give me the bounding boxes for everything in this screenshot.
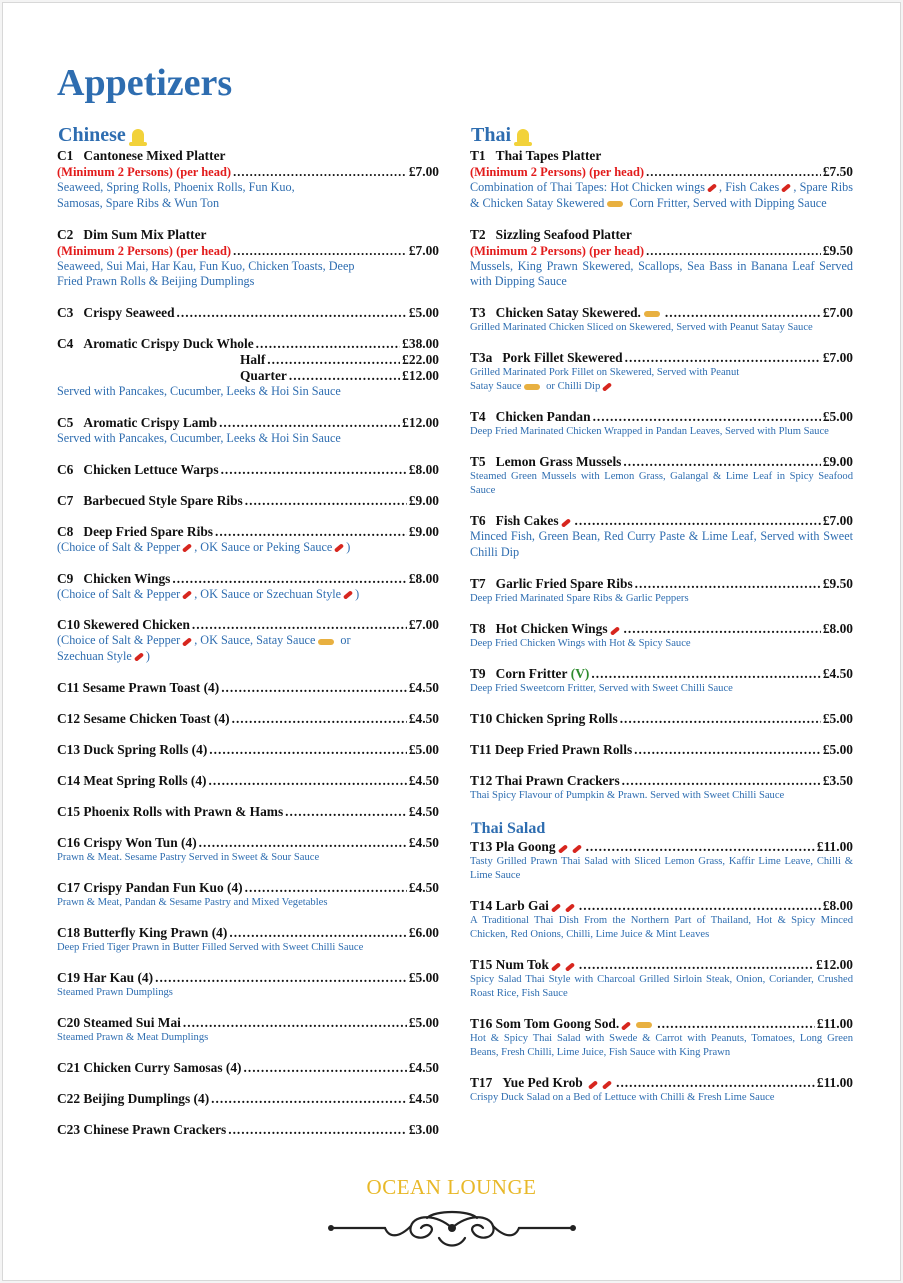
price: £7.00	[822, 350, 853, 366]
menu-item-t5: T5 Lemon Grass Mussels ..... £9.00 Steamed Green Mussels with Lemon Grass, Galangal & Lime Leaf in Spicy Seafood Sauce	[470, 454, 853, 498]
menu-item-c13: C13 Duck Spring Rolls (4) ..... £5.00	[57, 742, 439, 758]
item-description: Spicy Salad Thai Style with Charcoal Grilled Sirloin Steak, Onion, Coriander, Crushed Roast Rice, Fish Sauce	[470, 973, 853, 999]
price: £5.00	[408, 969, 439, 985]
menu-item-c4: C4 Aromatic Crispy Duck Whole ..... £38.00 Half ..... £22.00 Quarter ..... £12.00 Served with Pancakes, Cucumber, Leeks & Hoi Sin Sauce	[57, 336, 439, 400]
menu-item-t2: T2 Sizzling Seafood Platter (Minimum 2 Persons) (per head) ..... £9.50 Mussels, King Prawn Skewered, Scallops, Sea Bass in Banana Leaf Served with Dipping Sauce	[470, 227, 853, 291]
price: £7.00	[822, 513, 853, 529]
menu-item-c22: C22 Beijing Dumplings (4) ..... £4.50	[57, 1091, 439, 1107]
menu-item-t3: T3 Chicken Satay Skewered. ..... £7.00 Grilled Marinated Chicken Sliced on Skewered, Served with Peanut Satay Sauce	[470, 305, 853, 335]
menu-item-t13: T13 Pla Goong ..... £11.00 Tasty Grilled Prawn Thai Salad with Sliced Lemon Grass, Kaffir Lime Leave, Chilli & Lime Sauce	[470, 839, 853, 883]
price: £4.50	[408, 803, 439, 819]
price: £3.00	[408, 1121, 439, 1137]
chili-icon	[571, 844, 581, 853]
item-description: Crispy Duck Salad on a Bed of Lettuce with Chilli & Fresh Lime Sauce	[470, 1091, 775, 1103]
menu-item-c6: C6 Chicken Lettuce Warps ..... £8.00	[57, 462, 439, 478]
item-description: Tasty Grilled Prawn Thai Salad with Sliced Lemon Grass, Kaffir Lime Leave, Chilli & Lime Sauce	[470, 855, 853, 881]
item-description: Combination of Thai Tapes: Hot Chicken wings , Fish Cakes , Spare Ribs & Chicken Satay Skewered Corn Fritter, Served with Dipping Sauce	[470, 180, 853, 210]
menu-page	[2, 2, 901, 1281]
peanut-icon	[644, 311, 660, 317]
chili-icon	[551, 903, 561, 912]
price: £8.00	[822, 620, 853, 636]
menu-item-c14: C14 Meat Spring Rolls (4) ..... £4.50	[57, 773, 439, 789]
menu-item-c8: C8 Deep Fried Spare Ribs ..... £9.00 (Choice of Salt & Pepper , OK Sauce or Peking Sauce )	[57, 524, 439, 556]
menu-item-t6: T6 Fish Cakes ..... £7.00 Minced Fish, Green Bean, Red Curry Paste & Lime Leaf, Served with Sweet Chilli Dip	[470, 513, 853, 561]
menu-item-t9: T9 Corn Fritter (V) ..... £4.50 Deep Fried Sweetcorn Fritter, Served with Sweet Chilli Sauce	[470, 666, 853, 696]
item-description: Steamed Prawn & Meat Dumplings	[57, 1031, 209, 1043]
peanut-icon	[524, 384, 540, 390]
item-description: Deep Fried Marinated Spare Ribs & Garlic Peppers	[470, 592, 689, 604]
price: £7.00	[408, 242, 439, 258]
thai-heading: Thai	[471, 121, 853, 147]
item-description: Grilled Marinated Pork Fillet on Skewered, Served with Peanut Satay Sauce or Chilli Dip	[470, 367, 740, 393]
menu-item-c17: C17 Crispy Pandan Fun Kuo (4) ..... £4.50 Prawn & Meat, Pandan & Sesame Pastry and Mixed Vegetables	[57, 880, 439, 910]
price: £7.50	[822, 164, 853, 179]
chili-icon	[621, 1021, 631, 1030]
price: £4.50	[408, 834, 439, 850]
menu-item-c16: C16 Crispy Won Tun (4) ..... £4.50 Prawn & Meat. Sesame Pastry Served in Sweet & Sour Sauce	[57, 835, 439, 865]
price: £4.50	[408, 879, 439, 895]
price: £4.50	[408, 679, 439, 695]
menu-item-t16: T16 Som Tom Goong Sod. ..... £11.00 Hot & Spicy Thai Salad with Swede & Carrot with Peanuts, Tomatoes, Long Green Beans, Fresh Chilli, Lime Juice, Fish Sauce with King Prawn	[470, 1016, 853, 1060]
vegetarian-badge: (V)	[570, 665, 590, 681]
item-description: Served with Pancakes, Cucumber, Leeks & Hoi Sin Sauce	[57, 384, 341, 399]
chili-icon	[557, 844, 567, 853]
menu-item-c21: C21 Chicken Curry Samosas (4) ..... £4.50	[57, 1060, 439, 1076]
item-description: Deep Fried Tiger Prawn in Butter Filled Served with Sweet Chilli Sauce	[57, 941, 364, 953]
peanut-icon	[318, 639, 334, 645]
menu-item-c18: C18 Butterfly King Prawn (4) ..... £6.00 Deep Fried Tiger Prawn in Butter Filled Served with Sweet Chilli Sauce	[57, 925, 439, 955]
page-title: Appetizers	[57, 62, 233, 104]
item-description: Served with Pancakes, Cucumber, Leeks & Hoi Sin Sauce	[57, 430, 341, 445]
price: £8.00	[822, 897, 853, 913]
menu-item-t15: T15 Num Tok ..... £12.00 Spicy Salad Thai Style with Charcoal Grilled Sirloin Steak, Onion, Coriander, Crushed Roast Rice, Fish Sauce	[470, 957, 853, 1001]
item-description: (Choice of Salt & Pepper , OK Sauce or Szechuan Style )	[57, 586, 360, 601]
menu-item-c2: C2 Dim Sum Mix Platter (Minimum 2 Persons) (per head) ..... £7.00 Seaweed, Sui Mai, Har Kau, Fun Kuo, Chicken Toasts, Deep Fried Prawn Rolls & Beijing Dumplings	[57, 227, 439, 291]
chili-icon	[602, 382, 612, 391]
price: £7.00	[408, 617, 439, 633]
footer	[3, 1175, 900, 1257]
price: £4.50	[822, 665, 853, 681]
price: £5.00	[408, 1014, 439, 1030]
peanut-icon	[636, 1022, 652, 1028]
chili-icon	[343, 590, 353, 599]
price: £11.00	[816, 1015, 853, 1031]
price: £12.00	[816, 956, 853, 972]
price: £4.50	[408, 1090, 439, 1106]
menu-item-c1: C1 Cantonese Mixed Platter (Minimum 2 Persons) (per head) ..... £7.00 Seaweed, Spring Rolls, Phoenix Rolls, Fun Kuo, Samosas, Spare Ribs & Wun Ton	[57, 148, 439, 212]
chili-icon	[551, 962, 561, 971]
chili-icon	[182, 590, 192, 599]
price: £9.00	[408, 523, 439, 539]
item-description: (Choice of Salt & Pepper , OK Sauce, Satay Sauce or Szechuan Style )	[57, 633, 351, 664]
price: £4.50	[408, 1059, 439, 1075]
price: £9.00	[822, 454, 853, 470]
chili-icon	[609, 626, 619, 635]
item-description: Prawn & Meat, Pandan & Sesame Pastry and Mixed Vegetables	[57, 896, 328, 908]
item-description: Steamed Prawn Dumplings	[57, 986, 173, 998]
price: £7.00	[408, 164, 439, 179]
item-description: A Traditional Thai Dish From the Northern Part of Thailand, Hot & Spicy Minced Chicken, Red Onions, Chilli, Lime Juice & Mint Leaves	[470, 914, 853, 940]
item-description: Mussels, King Prawn Skewered, Scallops, Sea Bass in Banana Leaf Served with Dipping Sauce	[470, 258, 853, 289]
menu-item-t4: T4 Chicken Pandan ..... £5.00 Deep Fried Marinated Chicken Wrapped in Pandan Leaves, Served with Plum Sauce	[470, 409, 853, 439]
price: £22.00	[402, 352, 439, 368]
item-description: Hot & Spicy Thai Salad with Swede & Carrot with Peanuts, Tomatoes, Long Green Beans, Fresh Chilli, Lime Juice, Fish Sauce with King Prawn	[470, 1032, 853, 1058]
item-description: Seaweed, Sui Mai, Har Kau, Fun Kuo, Chicken Toasts, Deep Fried Prawn Rolls & Beijing Dumplings	[57, 258, 355, 289]
price: £38.00	[402, 336, 439, 352]
price: £11.00	[816, 838, 853, 854]
menu-item-t14: T14 Larb Gai ..... £8.00 A Traditional Thai Dish From the Northern Part of Thailand, Hot & Spicy Minced Chicken, Red Onions, Chilli, Lime Juice & Mint Leaves	[470, 898, 853, 942]
chili-icon	[565, 903, 575, 912]
item-description: Seaweed, Spring Rolls, Phoenix Rolls, Fun Kuo, Samosas, Spare Ribs & Wun Ton	[57, 180, 295, 210]
price: £9.00	[408, 492, 439, 508]
chili-icon	[602, 1080, 612, 1089]
price: £8.00	[408, 461, 439, 477]
brand-name: OCEAN LOUNGE	[366, 1175, 537, 1199]
price: £12.00	[402, 414, 439, 430]
menu-item-t12: T12 Thai Prawn Crackers ..... £3.50 Thai Spicy Flavour of Pumpkin & Prawn. Served with Sweet Chilli Sauce	[470, 773, 853, 803]
menu-item-t17: T17 Yue Ped Krob ..... £11.00 Crispy Duck Salad on a Bed of Lettuce with Chilli & Fresh Lime Sauce	[470, 1075, 853, 1105]
menu-item-t11: T11 Deep Fried Prawn Rolls ..... £5.00	[470, 742, 853, 758]
item-description: Steamed Green Mussels with Lemon Grass, Galangal & Lime Leaf in Spicy Seafood Sauce	[470, 471, 853, 497]
peanut-icon	[607, 201, 623, 207]
chili-icon	[560, 518, 570, 527]
menu-item-t1: T1 Thai Tapes Platter (Minimum 2 Persons) (per head) ..... £7.50 Combination of Thai Tapes: Hot Chicken wings , Fish Cakes , Spare Ribs & Chicken Satay Skewered Corn Fritter, Served with Dipping Sauce	[470, 148, 853, 212]
item-description: Deep Fried Marinated Chicken Wrapped in Pandan Leaves, Served with Plum Sauce	[470, 426, 829, 438]
chili-icon	[781, 183, 791, 192]
ornament-icon	[3, 1208, 900, 1257]
menu-item-t3a: T3a Pork Fillet Skewered ..... £7.00 Grilled Marinated Pork Fillet on Skewered, Served with Peanut Satay Sauce or Chilli Dip	[470, 350, 853, 394]
price: £5.00	[822, 710, 853, 726]
price: £4.50	[408, 772, 439, 788]
price: £5.00	[822, 409, 853, 425]
price: £9.50	[822, 242, 853, 258]
chili-icon	[588, 1080, 598, 1089]
price: £6.00	[408, 924, 439, 940]
item-description: Deep Fried Chicken Wings with Hot & Spicy Sauce	[470, 637, 691, 649]
item-description: Minced Fish, Green Bean, Red Curry Paste & Lime Leaf, Served with Sweet Chilli Dip	[470, 529, 853, 559]
item-description: (Choice of Salt & Pepper , OK Sauce or Peking Sauce )	[57, 539, 351, 554]
menu-item-c9: C9 Chicken Wings ..... £8.00 (Choice of Salt & Pepper , OK Sauce or Szechuan Style )	[57, 571, 439, 603]
bell-icon	[132, 129, 144, 143]
item-description: Prawn & Meat. Sesame Pastry Served in Sweet & Sour Sauce	[57, 851, 320, 863]
chili-icon	[707, 183, 717, 192]
menu-item-c19: C19 Har Kau (4) ..... £5.00 Steamed Prawn Dumplings	[57, 970, 439, 1000]
menu-item-c20: C20 Steamed Sui Mai ..... £5.00 Steamed Prawn & Meat Dumplings	[57, 1015, 439, 1045]
menu-item-t8: T8 Hot Chicken Wings ..... £8.00 Deep Fried Chicken Wings with Hot & Spicy Sauce	[470, 621, 853, 651]
price: £3.50	[822, 772, 853, 788]
bell-icon	[517, 129, 529, 143]
price: £8.00	[408, 570, 439, 586]
thai-column	[470, 121, 853, 1120]
price: £12.00	[402, 368, 439, 384]
menu-item-c23: C23 Chinese Prawn Crackers ..... £3.00	[57, 1122, 439, 1138]
price: £5.00	[408, 305, 439, 321]
thai-salad-heading: Thai Salad	[471, 819, 546, 837]
chili-icon	[565, 962, 575, 971]
price: £9.50	[822, 575, 853, 591]
menu-item-c10: C10 Skewered Chicken ..... £7.00 (Choice of Salt & Pepper , OK Sauce, Satay Sauce or Szechuan Style )	[57, 617, 439, 665]
chinese-column	[57, 121, 439, 1153]
price: £11.00	[816, 1074, 853, 1090]
chili-icon	[182, 543, 192, 552]
menu-item-t7: T7 Garlic Fried Spare Ribs ..... £9.50 Deep Fried Marinated Spare Ribs & Garlic Peppers	[470, 576, 853, 606]
chili-icon	[134, 653, 144, 662]
menu-item-t10: T10 Chicken Spring Rolls ..... £5.00	[470, 711, 853, 727]
chinese-heading: Chinese	[58, 121, 439, 147]
item-description: Thai Spicy Flavour of Pumpkin & Prawn. Served with Sweet Chilli Sauce	[470, 789, 785, 801]
price: £5.00	[408, 741, 439, 757]
menu-item-c12: C12 Sesame Chicken Toast (4) ..... £4.50	[57, 711, 439, 727]
price: £7.00	[822, 305, 853, 321]
chili-icon	[334, 543, 344, 552]
menu-item-c3: C3 Crispy Seaweed ..... £5.00	[57, 305, 439, 321]
item-description: Deep Fried Sweetcorn Fritter, Served with Sweet Chilli Sauce	[470, 682, 733, 694]
chili-icon	[182, 637, 192, 646]
menu-item-c5: C5 Aromatic Crispy Lamb ..... £12.00 Served with Pancakes, Cucumber, Leeks & Hoi Sin Sauce	[57, 415, 439, 447]
price: £4.50	[408, 710, 439, 726]
menu-item-c11: C11 Sesame Prawn Toast (4) ..... £4.50	[57, 680, 439, 696]
menu-item-c7: C7 Barbecued Style Spare Ribs ..... £9.00	[57, 493, 439, 509]
item-description: Grilled Marinated Chicken Sliced on Skewered, Served with Peanut Satay Sauce	[470, 322, 813, 334]
menu-item-c15: C15 Phoenix Rolls with Prawn & Hams ..... £4.50	[57, 804, 439, 820]
price: £5.00	[822, 741, 853, 757]
